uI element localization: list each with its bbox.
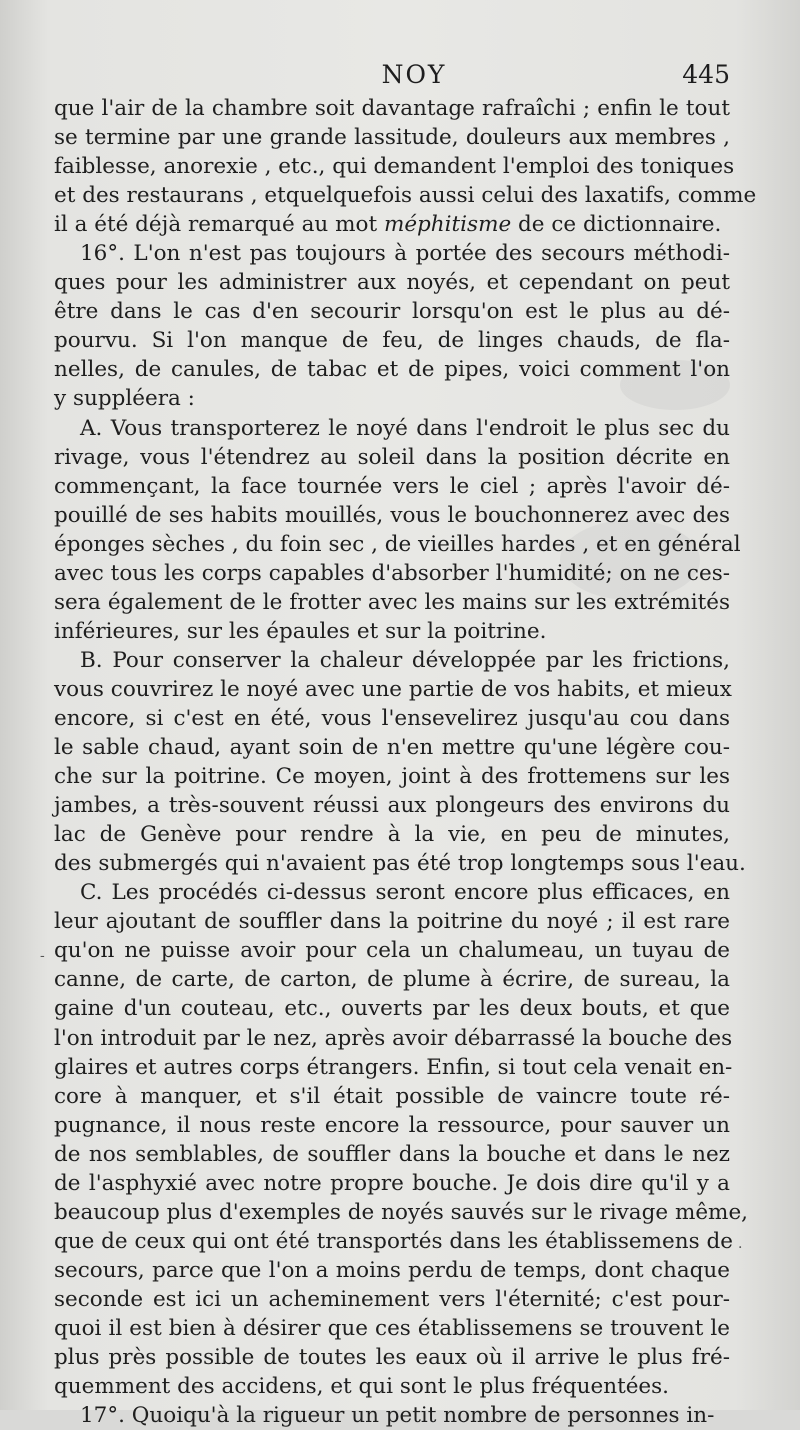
- paragraph-pA: [54, 414, 741, 646]
- text-line: lac de Genève pour rendre à la vie, en peu de minutes,: [54, 822, 730, 848]
- margin-mark: ·: [738, 1240, 743, 1256]
- text-line: beaucoup plus d'exemples de noyés sauvés sur le rivage même,: [54, 1199, 749, 1225]
- text-line: encore, si c'est en été, vous l'ensevelirez jusqu'au cou dans: [54, 705, 730, 731]
- text-line: seconde est ici un acheminement vers l'éternité; c'est pour-: [54, 1286, 730, 1312]
- text-line: che sur la poitrine. Ce moyen, joint à des frottemens sur les: [54, 764, 730, 790]
- running-head: [54, 60, 730, 94]
- text-line: C. Les procédés ci-dessus seront encore plus efficaces, en: [80, 880, 730, 906]
- text-line: rivage, vous l'étendrez au soleil dans la position décrite en: [54, 444, 730, 470]
- text-line: que l'air de la chambre soit davantage rafraîchi ; enfin le tout: [54, 96, 730, 121]
- text-line: des submergés qui n'avaient pas été trop longtemps sous l'eau.: [54, 851, 746, 877]
- text-line: éponges sèches , du foin sec , de vieilles hardes , et en général: [54, 531, 741, 557]
- text-line: se termine par une grande lassitude, douleurs aux membres ,: [54, 125, 730, 151]
- text-line: faiblesse, anorexie , etc., qui demandent l'emploi des toniques: [54, 154, 735, 180]
- paragraph-pB: [54, 646, 746, 878]
- text-line: quemment des accidens, et qui sont le plus fréquentées.: [54, 1374, 670, 1400]
- text-line: inférieures, sur les épaules et sur la poitrine.: [54, 618, 547, 644]
- text-line: B. Pour conserver la chaleur développée par les frictions,: [80, 647, 730, 673]
- text-line: pourvu. Si l'on manque de feu, de linges chauds, de fla-: [54, 328, 730, 354]
- text-line: gaine d'un couteau, etc., ouverts par les deux bouts, et que: [54, 996, 730, 1022]
- text-line: secours, parce que l'on a moins perdu de temps, dont chaque: [54, 1257, 730, 1283]
- text-line: de nos semblables, de souffler dans la bouche et dans le nez: [54, 1141, 730, 1167]
- body-text: [54, 94, 757, 1430]
- text-line: il a été déjà remarqué au mot méphitisme de ce dictionnaire.: [54, 212, 722, 238]
- text-line: jambes, a très-souvent réussi aux plongeurs des environs du: [54, 793, 730, 819]
- text-line: de l'asphyxié avec notre propre bouche. Je dois dire qu'il y a: [54, 1170, 730, 1196]
- text-line: leur ajoutant de souffler dans la poitrine du noyé ; il est rare: [54, 909, 730, 935]
- paragraph-p0: [54, 94, 757, 239]
- text-line: 17°. Quoiqu'à la rigueur un petit nombre de personnes in-: [80, 1403, 715, 1429]
- paragraph-pC: [54, 878, 749, 1401]
- text-line: quoi il est bien à désirer que ces établissemens se trouvent le: [54, 1315, 730, 1341]
- text-line: que de ceux qui ont été transportés dans les établissemens de: [54, 1228, 733, 1254]
- text-line: avec tous les corps capables d'absorber l'humidité; on ne ces-: [54, 560, 730, 586]
- text-line: l'on introduit par le nez, après avoir débarrassé la bouche des: [54, 1025, 733, 1051]
- text-line: le sable chaud, ayant soin de n'en mettre qu'une légère cou-: [54, 735, 730, 761]
- text-line: glaires et autres corps étrangers. Enfin, si tout cela venait en-: [54, 1054, 733, 1080]
- text-line: pouillé de ses habits mouillés, vous le bouchonnerez avec des: [54, 502, 730, 528]
- text-line: sera également de le frotter avec les mains sur les extrémités: [54, 589, 730, 615]
- text-line: A. Vous transporterez le noyé dans l'endroit le plus sec du: [80, 415, 730, 441]
- text-line: y suppléera :: [54, 386, 195, 412]
- text-line: commençant, la face tournée vers le ciel ; après l'avoir dé-: [54, 473, 730, 499]
- text-line: core à manquer, et s'il était possible de vaincre toute ré-: [54, 1083, 730, 1109]
- running-title: NOY: [381, 60, 447, 89]
- text-line: 16°. L'on n'est pas toujours à portée des secours méthodi-: [80, 241, 730, 267]
- text-line: qu'on ne puisse avoir pour cela un chalumeau, un tuyau de: [54, 938, 730, 964]
- margin-mark: -: [40, 948, 45, 964]
- text-line: être dans le cas d'en secourir lorsqu'on est le plus au dé-: [54, 299, 730, 325]
- page-number: 445: [682, 60, 730, 89]
- text-line: canne, de carte, de carton, de plume à écrire, de sureau, la: [54, 967, 730, 993]
- paragraph-p17: [54, 1401, 730, 1430]
- paragraph-p16: [54, 239, 730, 413]
- text-line: et des restaurans , etquelquefois aussi celui des laxatifs, comme: [54, 183, 757, 209]
- text-line: ques pour les administrer aux noyés, et cependant on peut: [54, 270, 730, 296]
- text-line: pugnance, il nous reste encore la ressource, pour sauver un: [54, 1112, 730, 1138]
- text-line: plus près possible de toutes les eaux où il arrive le plus fré-: [54, 1345, 730, 1371]
- text-line: nelles, de canules, de tabac et de pipes, voici comment l'on: [54, 357, 730, 383]
- text-line: vous couvrirez le noyé avec une partie de vos habits, et mieux: [54, 676, 732, 702]
